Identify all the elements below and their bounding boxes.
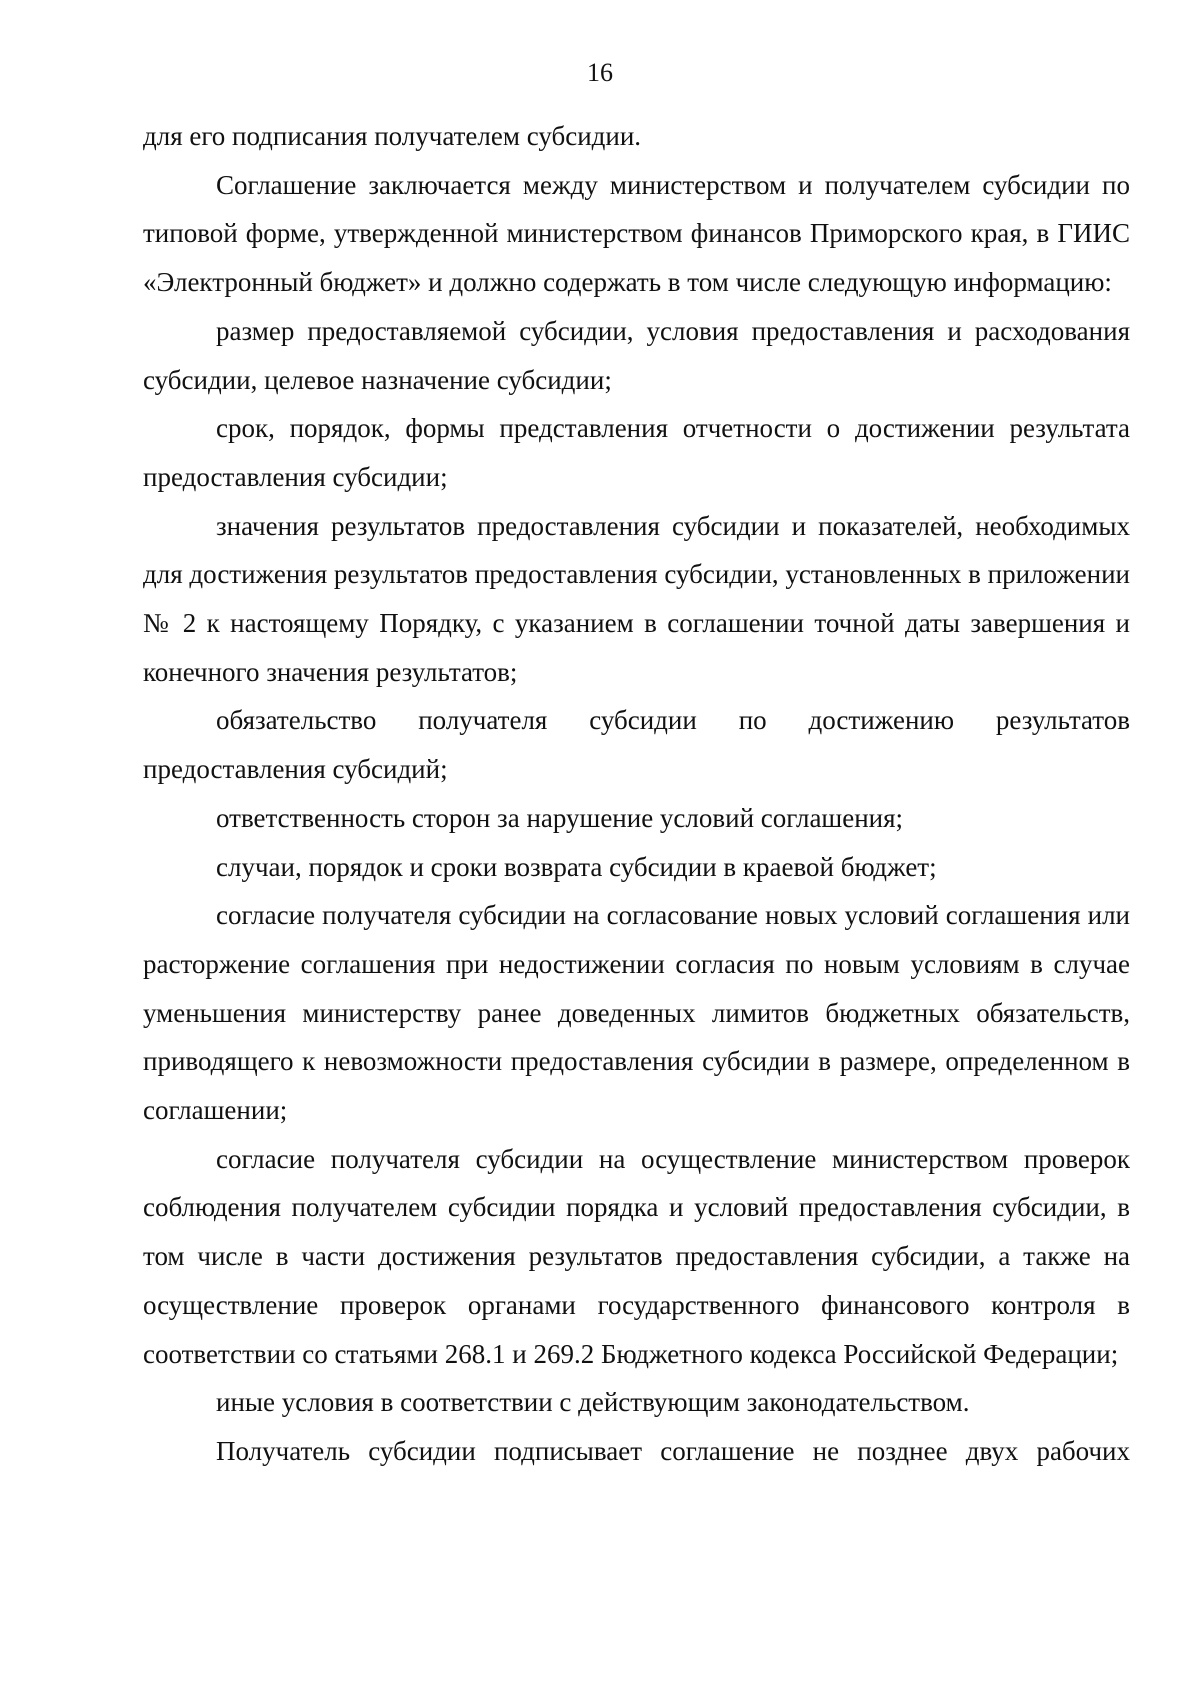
paragraph: Получатель субсидии подписывает соглашение не позднее двух рабочих	[216, 1435, 1130, 1466]
paragraph: срок, порядок, формы представления отчетности о достижении результата предоставления субсидии;	[143, 413, 1130, 492]
paragraph: обязательство получателя субсидии по достижению результатов предоставления субсидий;	[143, 705, 1130, 785]
paragraph: согласие получателя субсидии на согласование новых условий соглашения или расторжение соглашения при недостижении согласия по новым условиям в случае уменьшения министерству ранее доведенных лимитов бюджетных обязательств, приводящего к невозможности предоставления субсидии в размере, определенном в соглашении;	[143, 900, 1130, 1126]
paragraph: согласие получателя субсидии на осуществление министерством проверок соблюдения получателем субсидии порядка и условий предоставления субсидии, в том числе в части достижения результатов предоставления субсидии, а также на осуществление проверок органами государственного финансового контроля в соответствии со статьями 268.1 и 269.2 Бюджетного кодекса Российской Федерации;	[143, 1143, 1130, 1369]
paragraph: случаи, порядок и сроки возврата субсидии в краевой бюджет;	[216, 851, 937, 882]
page-number: 16	[587, 58, 613, 87]
paragraph: размер предоставляемой субсидии, условия предоставления и расходования субсидии, целевое назначение субсидии;	[143, 315, 1130, 395]
paragraph: Соглашение заключается между министерством и получателем субсидии по типовой форме, утвержденной министерством финансов Приморского края, в ГИИС «Электронный бюджет» и должно содержать в том числе следующую информацию:	[143, 169, 1130, 298]
paragraph: иные условия в соответствии с действующим законодательством.	[216, 1387, 970, 1418]
paragraph: ответственность сторон за нарушение условий соглашения;	[216, 802, 904, 833]
paragraph: для его подписания получателем субсидии.	[143, 121, 642, 151]
paragraph: значения результатов предоставления субсидии и показателей, необходимых для достижения результатов предоставления субсидии, установленных в приложении № 2 к настоящему Порядку, с указанием в соглашении точной даты завершения и конечного значения результатов;	[143, 510, 1130, 687]
document-body	[143, 112, 1130, 1476]
